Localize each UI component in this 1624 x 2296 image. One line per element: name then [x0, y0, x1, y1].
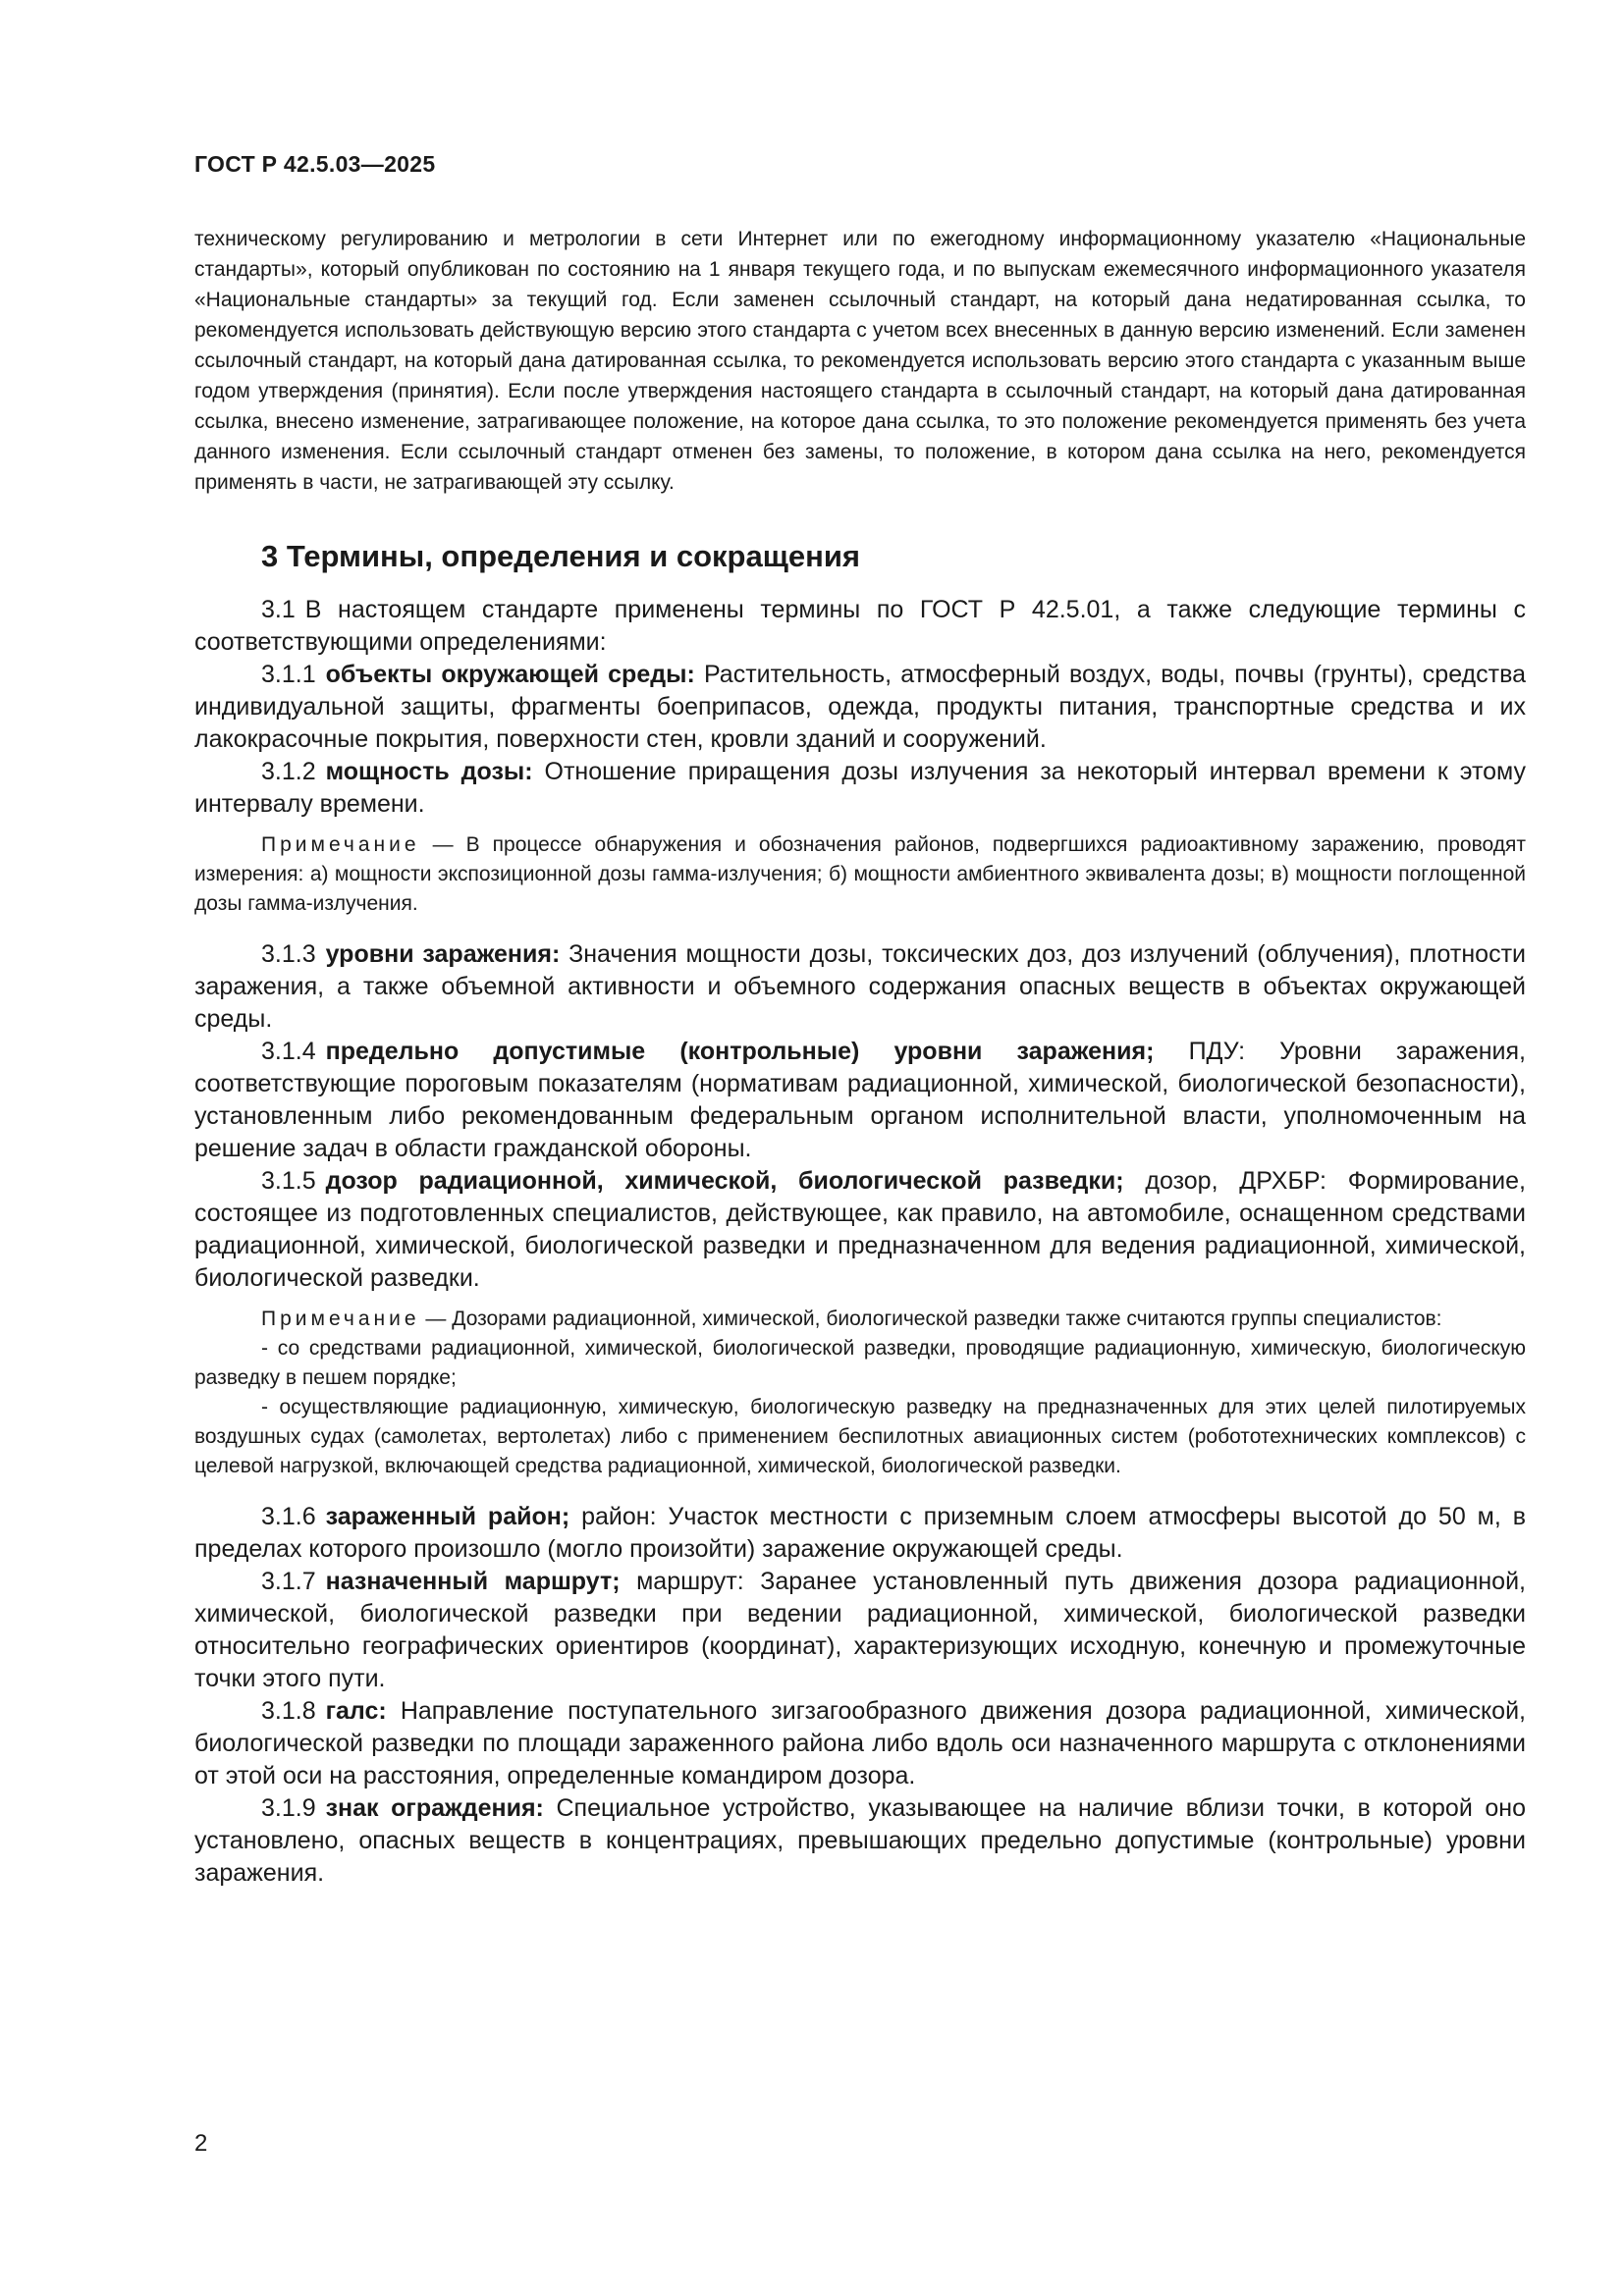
clause-number: 3.1 — [261, 596, 296, 623]
term-number: 3.1.1 — [261, 661, 316, 688]
note-text: — Дозорами радиационной, химической, биологической разведки также считаются группы специалистов: — [419, 1308, 1442, 1330]
section-title: 3 Термины, определения и сокращения — [261, 539, 860, 573]
term-definition: Направление поступательного зигзагообразного движения дозора радиационной, химической, биологической разведки по площади зараженного района либо вдоль оси назначенного маршрута с отклонениями от этой оси на расстояния, определенные командиром дозора. — [194, 1697, 1526, 1789]
term-name: зараженный район; — [325, 1503, 570, 1530]
term-number: 3.1.6 — [261, 1503, 316, 1530]
term-name: уровни заражения: — [325, 940, 561, 968]
intro-paragraph: техническому регулированию и метрологии в сети Интернет или по ежегодному информационному указателю «Национальные стандарты», который опубликован по состоянию на 1 января текущего года, и по выпускам ежемесячного информационного указателя «Национальные стандарты» за текущий год. Если заменен ссылочный стандарт, на который дана недатированная ссылка, то рекомендуется использовать действующую версию этого стандарта с учетом всех внесенных в данную версию изменений. Если заменен ссылочный стандарт, на который дана датированная ссылка, то рекомендуется использовать версию этого стандарта с указанным выше годом утверждения (принятия). Если после утверждения настоящего стандарта в ссылочный стандарт, на который дана датированная ссылка, внесено изменение, затрагивающее положение, на которое дана ссылка, то это положение рекомендуется применять без учета данного изменения. Если ссылочный стандарт отменен без замены, то положение, в котором дана ссылка на него, рекомендуется применять в части, не затрагивающей эту ссылку. — [194, 228, 1526, 494]
term-name: галс: — [325, 1697, 387, 1725]
term-3-1-2 — [194, 756, 1526, 821]
clause-text: В настоящем стандарте применены термины по ГОСТ Р 42.5.01, а также следующие термины с соответствующими определениями: — [194, 596, 1526, 656]
term-3-1-1 — [194, 659, 1526, 756]
note-2 — [194, 1305, 1526, 1481]
term-definition: дозор, ДРХБР: Формирование, состоящее из подготовленных специалистов, действующее, как правило, на автомобиле, оснащенном средствами радиационной, химической, биологической разведки и предназначенном для ведения радиационной, химической, биологической разведки. — [194, 1167, 1526, 1292]
note-list-item: - со средствами радиационной, химической, биологической разведки, проводящие радиационную, химическую, биологическую разведку в пешем порядке; — [194, 1337, 1526, 1389]
note-paragraph — [194, 1305, 1526, 1334]
term-3-1-8 — [194, 1695, 1526, 1792]
term-definition: Растительность, атмосферный воздух, воды, почвы (грунты), средства индивидуальной защиты, фрагменты боеприпасов, одежда, продукты питания, транспортные средства и их лакокрасочные покрытия, поверхности стен, кровли зданий и сооружений. — [194, 661, 1527, 753]
term-number: 3.1.7 — [261, 1568, 316, 1595]
term-name: дозор радиационной, химической, биологической разведки; — [325, 1167, 1124, 1195]
note-text: — В процессе обнаружения и обозначения районов, подвергшихся радиоактивному заражению, проводят измерения: а) мощности экспозиционной дозы гамма-излучения; б) мощности амбиентного эквивалента дозы; в) мощности поглощенной дозы гамма-излучения. — [194, 833, 1526, 915]
term-number: 3.1.4 — [261, 1038, 316, 1065]
document-header: ГОСТ Р 42.5.03—2025 — [194, 151, 436, 177]
term-name: предельно допустимые (контрольные) уровни заражения; — [325, 1038, 1155, 1065]
term-name: назначенный маршрут; — [325, 1568, 621, 1595]
term-number: 3.1.3 — [261, 940, 316, 968]
term-definition: маршрут: Заранее установленный путь движения дозора радиационной, химической, биологической разведки при ведении радиационной, химической, биологической разведки относительно географических ориентиров (координат), характеризующих исходную, конечную и промежуточные точки этого пути. — [194, 1568, 1526, 1692]
note-paragraph — [194, 830, 1526, 919]
term-definition: ПДУ: Уровни заражения, соответствующие пороговым показателям (нормативам радиационной, химической, биологической безопасности), установленным либо рекомендованным федеральным органом исполнительной власти, уполномоченным на решение задач в области гражданской обороны. — [194, 1038, 1526, 1162]
term-number: 3.1.5 — [261, 1167, 316, 1195]
term-number: 3.1.9 — [261, 1794, 316, 1822]
clause-3-1 — [194, 594, 1526, 659]
term-3-1-4 — [194, 1036, 1526, 1165]
term-3-1-5 — [194, 1165, 1526, 1295]
page-number: 2 — [194, 2130, 208, 2157]
term-3-1-7 — [194, 1566, 1526, 1695]
note-label: Примечание — [261, 833, 420, 856]
term-definition: Специальное устройство, указывающее на наличие вблизи точки, в которой оно установлено, опасных веществ в концентрациях, превышающих предельно допустимые (контрольные) уровни заражения. — [194, 1794, 1526, 1887]
note-label: Примечание — [261, 1308, 420, 1330]
note-list-item: - осуществляющие радиационную, химическую, биологическую разведку на предназначенных для этих целей пилотируемых воздушных судах (самолетах, вертолетах) либо с применением беспилотных авиационных систем (робототехнических комплексов) с целевой нагрузкой, включающей средства радиационной, химической, биологической разведки. — [194, 1396, 1526, 1477]
term-number: 3.1.8 — [261, 1697, 316, 1725]
term-definition: район: Участок местности с приземным слоем атмосферы высотой до 50 м, в пределах которого произошло (могло произойти) заражение окружающей среды. — [194, 1503, 1526, 1563]
page-content — [194, 224, 1526, 1890]
term-name: знак ограждения: — [325, 1794, 544, 1822]
term-3-1-6 — [194, 1501, 1526, 1566]
term-definition: Значения мощности дозы, токсических доз, доз излучений (облучения), плотности заражения, а также объемной активности и объемного содержания опасных веществ в объектах окружающей среды. — [194, 940, 1526, 1033]
term-3-1-9 — [194, 1792, 1526, 1890]
term-name: мощность дозы: — [325, 758, 533, 785]
term-definition: Отношение приращения дозы излучения за некоторый интервал времени к этому интервалу времени. — [194, 758, 1526, 818]
note-1 — [194, 830, 1526, 919]
term-number: 3.1.2 — [261, 758, 316, 785]
term-name: объекты окружающей среды: — [325, 661, 695, 688]
term-3-1-3 — [194, 938, 1526, 1036]
